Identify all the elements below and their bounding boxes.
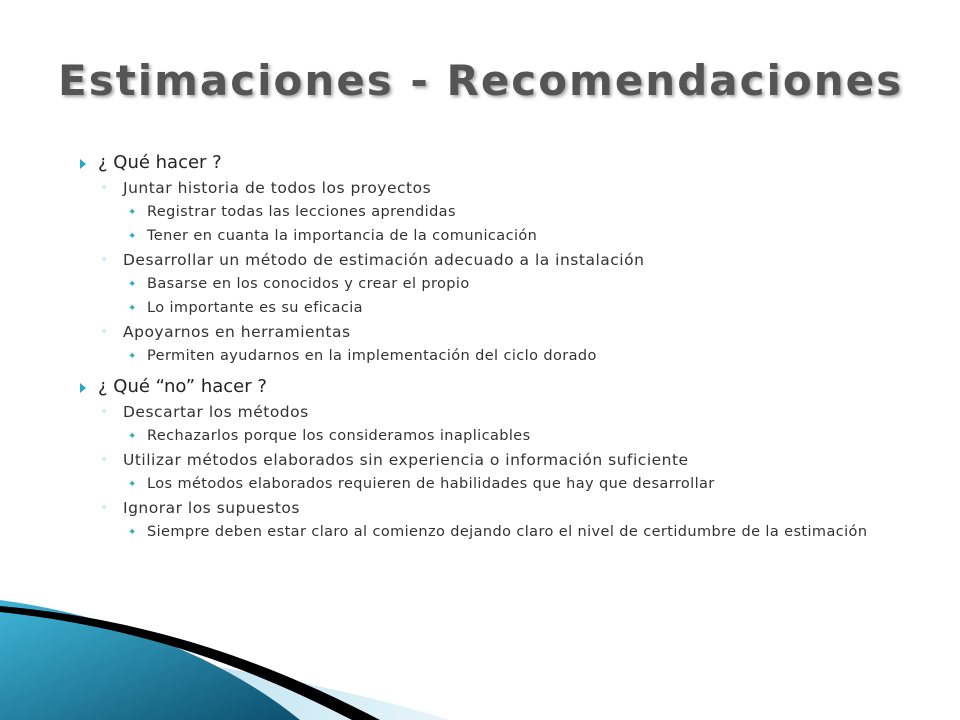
bullet-level3-text: Siempre deben estar claro al comienzo dejando claro el nivel de certidumbre de la estimación [147, 524, 868, 540]
bullet-level3-text: Permiten ayudarnos en la implementación del ciclo dorado [147, 348, 597, 364]
bullet-level1 [74, 374, 924, 400]
bullet-level2 [74, 176, 924, 200]
bullet-level1-text: ¿ Qué hacer ? [98, 152, 222, 173]
bullet-level3 [74, 296, 924, 320]
star-bullet-icon: ✦ [128, 231, 137, 242]
bullet-level3 [74, 200, 924, 224]
triangle-bullet-icon [80, 383, 86, 393]
ring-bullet-icon: ◦ [101, 325, 108, 338]
bullet-level3 [74, 520, 924, 544]
wave-blue-band [0, 600, 300, 720]
bullet-level3 [74, 224, 924, 248]
bullet-level3-text: Basarse en los conocidos y crear el propio [147, 276, 470, 292]
bullet-level3-text: Lo importante es su eficacia [147, 300, 363, 316]
bullet-level2-text: Utilizar métodos elaborados sin experiencia o información suficiente [123, 451, 689, 469]
bullet-level2-text: Ignorar los supuestos [123, 499, 300, 517]
ring-bullet-icon: ◦ [101, 501, 108, 514]
ring-bullet-icon: ◦ [101, 453, 108, 466]
bullet-level3-text: Rechazarlos porque los consideramos inaplicables [147, 428, 531, 444]
bullet-level2-text: Desarrollar un método de estimación adecuado a la instalación [123, 251, 645, 269]
bullet-level2 [74, 400, 924, 424]
slide-title: Estimaciones - Recomendaciones [58, 56, 904, 105]
star-bullet-icon: ✦ [128, 351, 137, 362]
bullet-level1-text: ¿ Qué “no” hacer ? [98, 376, 267, 397]
ring-bullet-icon: ◦ [101, 253, 108, 266]
star-bullet-icon: ✦ [128, 479, 137, 490]
bullet-level2-text: Apoyarnos en herramientas [123, 323, 351, 341]
bullet-level2 [74, 496, 924, 520]
bullet-level1 [74, 150, 924, 176]
bullet-level2 [74, 448, 924, 472]
bullet-list [74, 150, 924, 544]
bullet-level3 [74, 344, 924, 368]
star-bullet-icon: ✦ [128, 207, 137, 218]
star-bullet-icon: ✦ [128, 431, 137, 442]
bullet-level2 [74, 320, 924, 344]
ring-bullet-icon: ◦ [101, 181, 108, 194]
star-bullet-icon: ✦ [128, 527, 137, 538]
bullet-level3-text: Tener en cuanta la importancia de la comunicación [147, 228, 538, 244]
bullet-level3 [74, 472, 924, 496]
triangle-bullet-icon [80, 159, 86, 169]
bullet-level2 [74, 248, 924, 272]
star-bullet-icon: ✦ [128, 303, 137, 314]
bullet-level2-text: Juntar historia de todos los proyectos [123, 179, 432, 197]
star-bullet-icon: ✦ [128, 279, 137, 290]
bullet-level3-text: Registrar todas las lecciones aprendidas [147, 204, 456, 220]
ring-bullet-icon: ◦ [101, 405, 108, 418]
bullet-level3 [74, 424, 924, 448]
bullet-level3-text: Los métodos elaborados requieren de habilidades que hay que desarrollar [147, 476, 715, 492]
bullet-level3 [74, 272, 924, 296]
bullet-level2-text: Descartar los métodos [123, 403, 309, 421]
